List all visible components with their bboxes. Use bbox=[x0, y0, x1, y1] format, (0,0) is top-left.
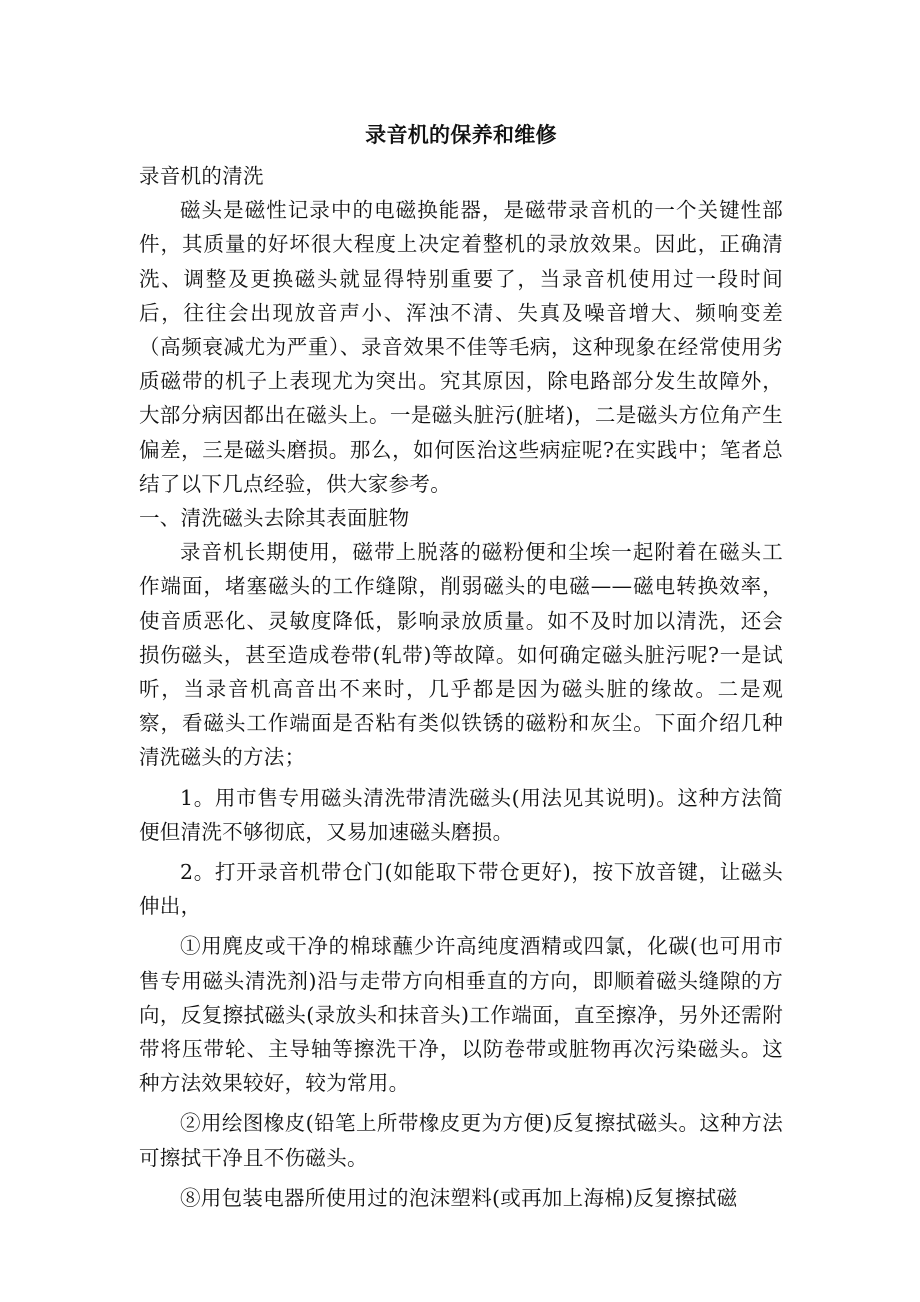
section-heading: 录音机的清洗 bbox=[139, 164, 264, 188]
subheading-clean-head: 一、清洗磁头去除其表面脏物 bbox=[139, 506, 410, 531]
paragraph-dirty-head: 录音机长期使用，磁带上脱落的磁粉便和尘埃一起附着在磁头工作端面，堵塞磁头的工作缝隙，削弱磁头的电磁——磁电转换效率，使音质恶化、灵敏度降低，影响录放质量。如不及时加以清洗，还会损伤磁头，甚至造成卷带(轧带)等故障。如何确定磁头脏污呢?一是试听，当录音机高音出不来时，几乎都是因为磁头脏的缘故。二是观察，看磁头工作端面是否粘有类似铁锈的磁粉和灰尘。下面介绍几种清洗磁头的方法； bbox=[139, 540, 783, 770]
method-2c-paragraph: ⑧用包装电器所使用过的泡沫塑料(或再加上海棉)反复擦拭磁 bbox=[180, 1185, 738, 1210]
document-title: 录音机的保养和维修 bbox=[365, 122, 557, 147]
method-1-paragraph: 1。用市售专用磁头清洗带清洗磁头(用法见其说明)。这种方法简便但清洗不够彻底，又易加速磁头磨损。 bbox=[139, 785, 783, 844]
method-2b-paragraph: ②用绘图橡皮(铅笔上所带橡皮更为方便)反复擦拭磁头。这种方法可擦拭干净且不伤磁头。 bbox=[139, 1111, 783, 1170]
intro-paragraph: 磁头是磁性记录中的电磁换能器，是磁带录音机的一个关键性部件，其质量的好坏很大程度上决定着整机的录放效果。因此，正确清洗、调整及更换磁头就显得特别重要了，当录音机使用过一段时间后，往往会出现放音声小、浑浊不清、失真及噪音增大、频响变差（高频衰减尤为严重）、录音效果不佳等毛病，这种现象在经常使用劣质磁带的机子上表现尤为突出。究其原因，除电路部分发生故障外，大部分病因都出在磁头上。一是磁头脏污(脏堵)，二是磁头方位角产生偏差，三是磁头磨损。那么，如何医治这些病症呢?在实践中；笔者总结了以下几点经验，供大家参考。 bbox=[139, 198, 783, 496]
method-2a-paragraph: ①用麂皮或干净的棉球蘸少许高纯度酒精或四氯，化碳(也可用市售专用磁头清洗剂)沿与走带方向相垂直的方向，即顺着磁头缝隙的方向，反复擦拭磁头(录放头和抹音头)工作端面，直至擦净，另外还需附带将压带轮、主导轴等擦洗干净，以防卷带或脏物再次污染磁头。这种方法效果较好，较为常用。 bbox=[139, 934, 783, 1096]
method-2-paragraph: 2。打开录音机带仓门(如能取下带仓更好)，按下放音键，让磁头伸出， bbox=[139, 860, 783, 919]
document-body bbox=[139, 118, 783, 1215]
